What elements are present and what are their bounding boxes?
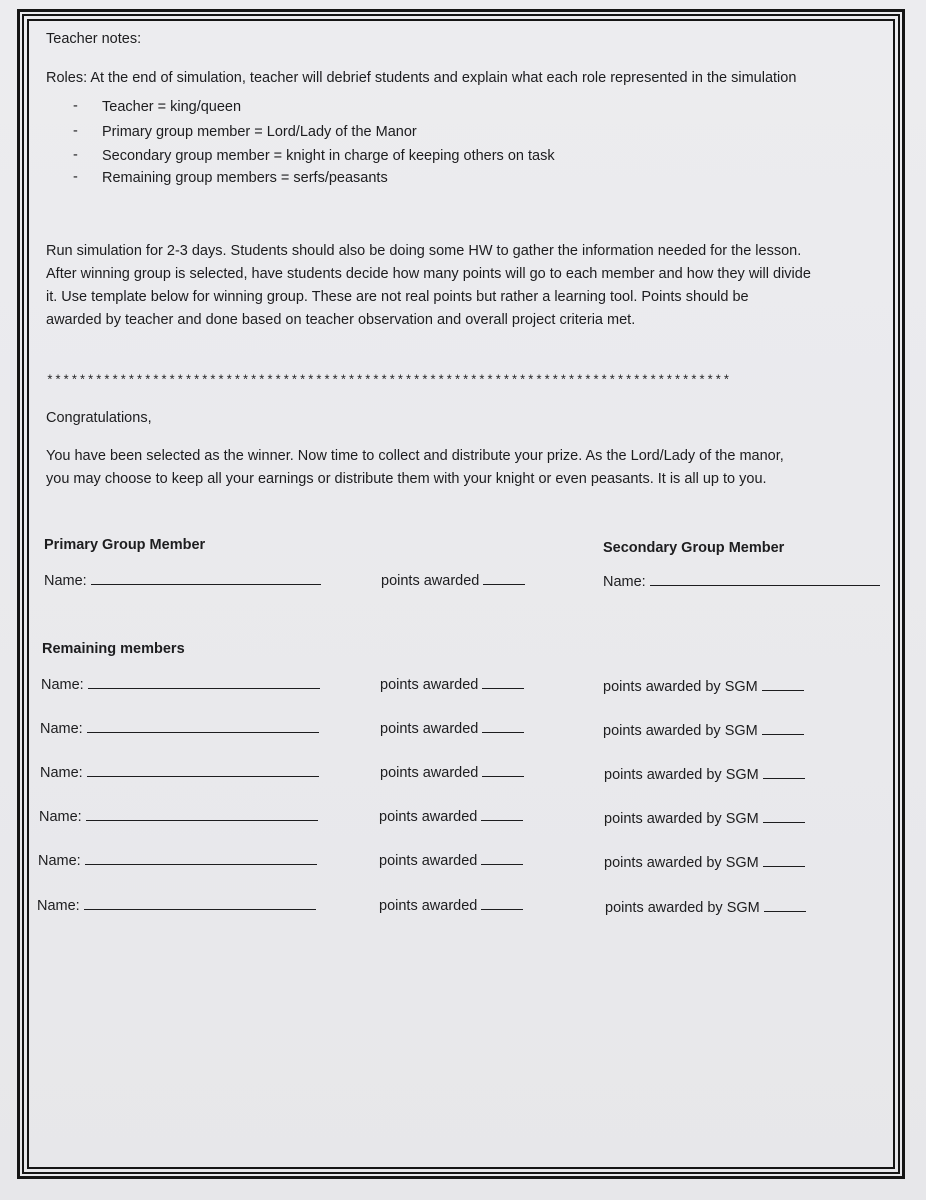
- name-blank[interactable]: [650, 573, 880, 586]
- remaining-name-field[interactable]: [38, 852, 317, 870]
- points-label: points awarded: [379, 809, 478, 825]
- greeting: Congratulations,: [46, 410, 152, 426]
- points-label: points awarded: [380, 721, 479, 737]
- remaining-title: Remaining members: [42, 641, 185, 657]
- remaining-points-field[interactable]: [379, 897, 523, 915]
- sgm-label: points awarded by SGM: [605, 900, 760, 916]
- remaining-sgm-field[interactable]: [604, 854, 805, 872]
- remaining-points-field[interactable]: [379, 808, 523, 826]
- secondary-name-field[interactable]: [603, 573, 880, 591]
- notes-heading: Teacher notes:: [46, 31, 142, 47]
- remaining-sgm-field[interactable]: [604, 810, 805, 828]
- primary-name-field[interactable]: [44, 572, 321, 590]
- sgm-blank[interactable]: [763, 854, 805, 867]
- remaining-points-field[interactable]: [379, 852, 523, 870]
- remaining-name-field[interactable]: [41, 676, 320, 694]
- name-label: Name:: [41, 677, 84, 693]
- points-label: points awarded: [381, 573, 480, 589]
- sgm-blank[interactable]: [763, 766, 805, 779]
- name-label: Name:: [603, 574, 646, 590]
- name-blank[interactable]: [91, 572, 321, 585]
- primary-points-field[interactable]: [381, 572, 525, 590]
- remaining-sgm-field[interactable]: [603, 722, 804, 740]
- name-label: Name:: [39, 809, 82, 825]
- run-line: Run simulation for 2-3 days. Students should also be doing some HW to gather the information needed for the lesson.: [46, 243, 802, 259]
- points-blank[interactable]: [483, 572, 525, 585]
- sgm-label: points awarded by SGM: [604, 811, 759, 827]
- run-line: awarded by teacher and done based on teacher observation and overall project criteria met.: [46, 312, 636, 328]
- primary-title: Primary Group Member: [44, 537, 206, 553]
- points-blank[interactable]: [481, 897, 523, 910]
- remaining-sgm-field[interactable]: [603, 678, 804, 696]
- name-label: Name:: [40, 765, 83, 781]
- points-label: points awarded: [380, 765, 479, 781]
- role-item: Teacher = king/queen: [102, 99, 242, 115]
- points-blank[interactable]: [481, 808, 523, 821]
- sgm-label: points awarded by SGM: [603, 723, 758, 739]
- points-label: points awarded: [379, 898, 478, 914]
- name-label: Name:: [37, 898, 80, 914]
- sgm-label: points awarded by SGM: [604, 855, 759, 871]
- points-blank[interactable]: [482, 720, 524, 733]
- remaining-name-field[interactable]: [37, 897, 316, 915]
- letter-line: you may choose to keep all your earnings or distribute them with your knight or even peasants. It is all up to you.: [46, 471, 767, 487]
- remaining-name-field[interactable]: [40, 720, 319, 738]
- run-line: After winning group is selected, have students decide how many points will go to each member and how they will divide: [46, 266, 811, 282]
- role-item: Secondary group member = knight in charge of keeping others on task: [102, 148, 555, 164]
- name-blank[interactable]: [88, 676, 320, 689]
- remaining-points-field[interactable]: [380, 764, 524, 782]
- remaining-name-field[interactable]: [39, 808, 318, 826]
- run-line: it. Use template below for winning group. These are not real points but rather a learning tool. Points should be: [46, 289, 749, 305]
- remaining-sgm-field[interactable]: [604, 766, 805, 784]
- name-blank[interactable]: [87, 764, 319, 777]
- remaining-points-field[interactable]: [380, 720, 524, 738]
- sgm-blank[interactable]: [762, 722, 804, 735]
- sgm-blank[interactable]: [764, 899, 806, 912]
- name-blank[interactable]: [85, 852, 317, 865]
- remaining-sgm-field[interactable]: [605, 899, 806, 917]
- letter-line: You have been selected as the winner. Now time to collect and distribute your prize. As the Lord/Lady of the manor,: [46, 448, 784, 464]
- sgm-label: points awarded by SGM: [604, 767, 759, 783]
- separator-stars: ************************************************************************************: [46, 373, 731, 388]
- sgm-blank[interactable]: [763, 810, 805, 823]
- sgm-blank[interactable]: [762, 678, 804, 691]
- inner-border: [27, 19, 895, 1169]
- remaining-name-field[interactable]: [40, 764, 319, 782]
- name-blank[interactable]: [84, 897, 316, 910]
- name-blank[interactable]: [87, 720, 319, 733]
- sgm-label: points awarded by SGM: [603, 679, 758, 695]
- roles-intro: Roles: At the end of simulation, teacher will debrief students and explain what each role represented in the simulation: [46, 70, 797, 86]
- name-label: Name:: [38, 853, 81, 869]
- points-blank[interactable]: [482, 764, 524, 777]
- role-item: Primary group member = Lord/Lady of the Manor: [102, 124, 417, 140]
- points-label: points awarded: [379, 853, 478, 869]
- bullet-dash: -: [73, 147, 78, 163]
- role-item: Remaining group members = serfs/peasants: [102, 170, 388, 186]
- points-label: points awarded: [380, 677, 479, 693]
- points-blank[interactable]: [481, 852, 523, 865]
- points-blank[interactable]: [482, 676, 524, 689]
- name-label: Name:: [40, 721, 83, 737]
- bullet-dash: -: [73, 169, 78, 185]
- name-label: Name:: [44, 573, 87, 589]
- bullet-dash: -: [73, 98, 78, 114]
- name-blank[interactable]: [86, 808, 318, 821]
- remaining-points-field[interactable]: [380, 676, 524, 694]
- bullet-dash: -: [73, 123, 78, 139]
- secondary-title: Secondary Group Member: [603, 540, 785, 556]
